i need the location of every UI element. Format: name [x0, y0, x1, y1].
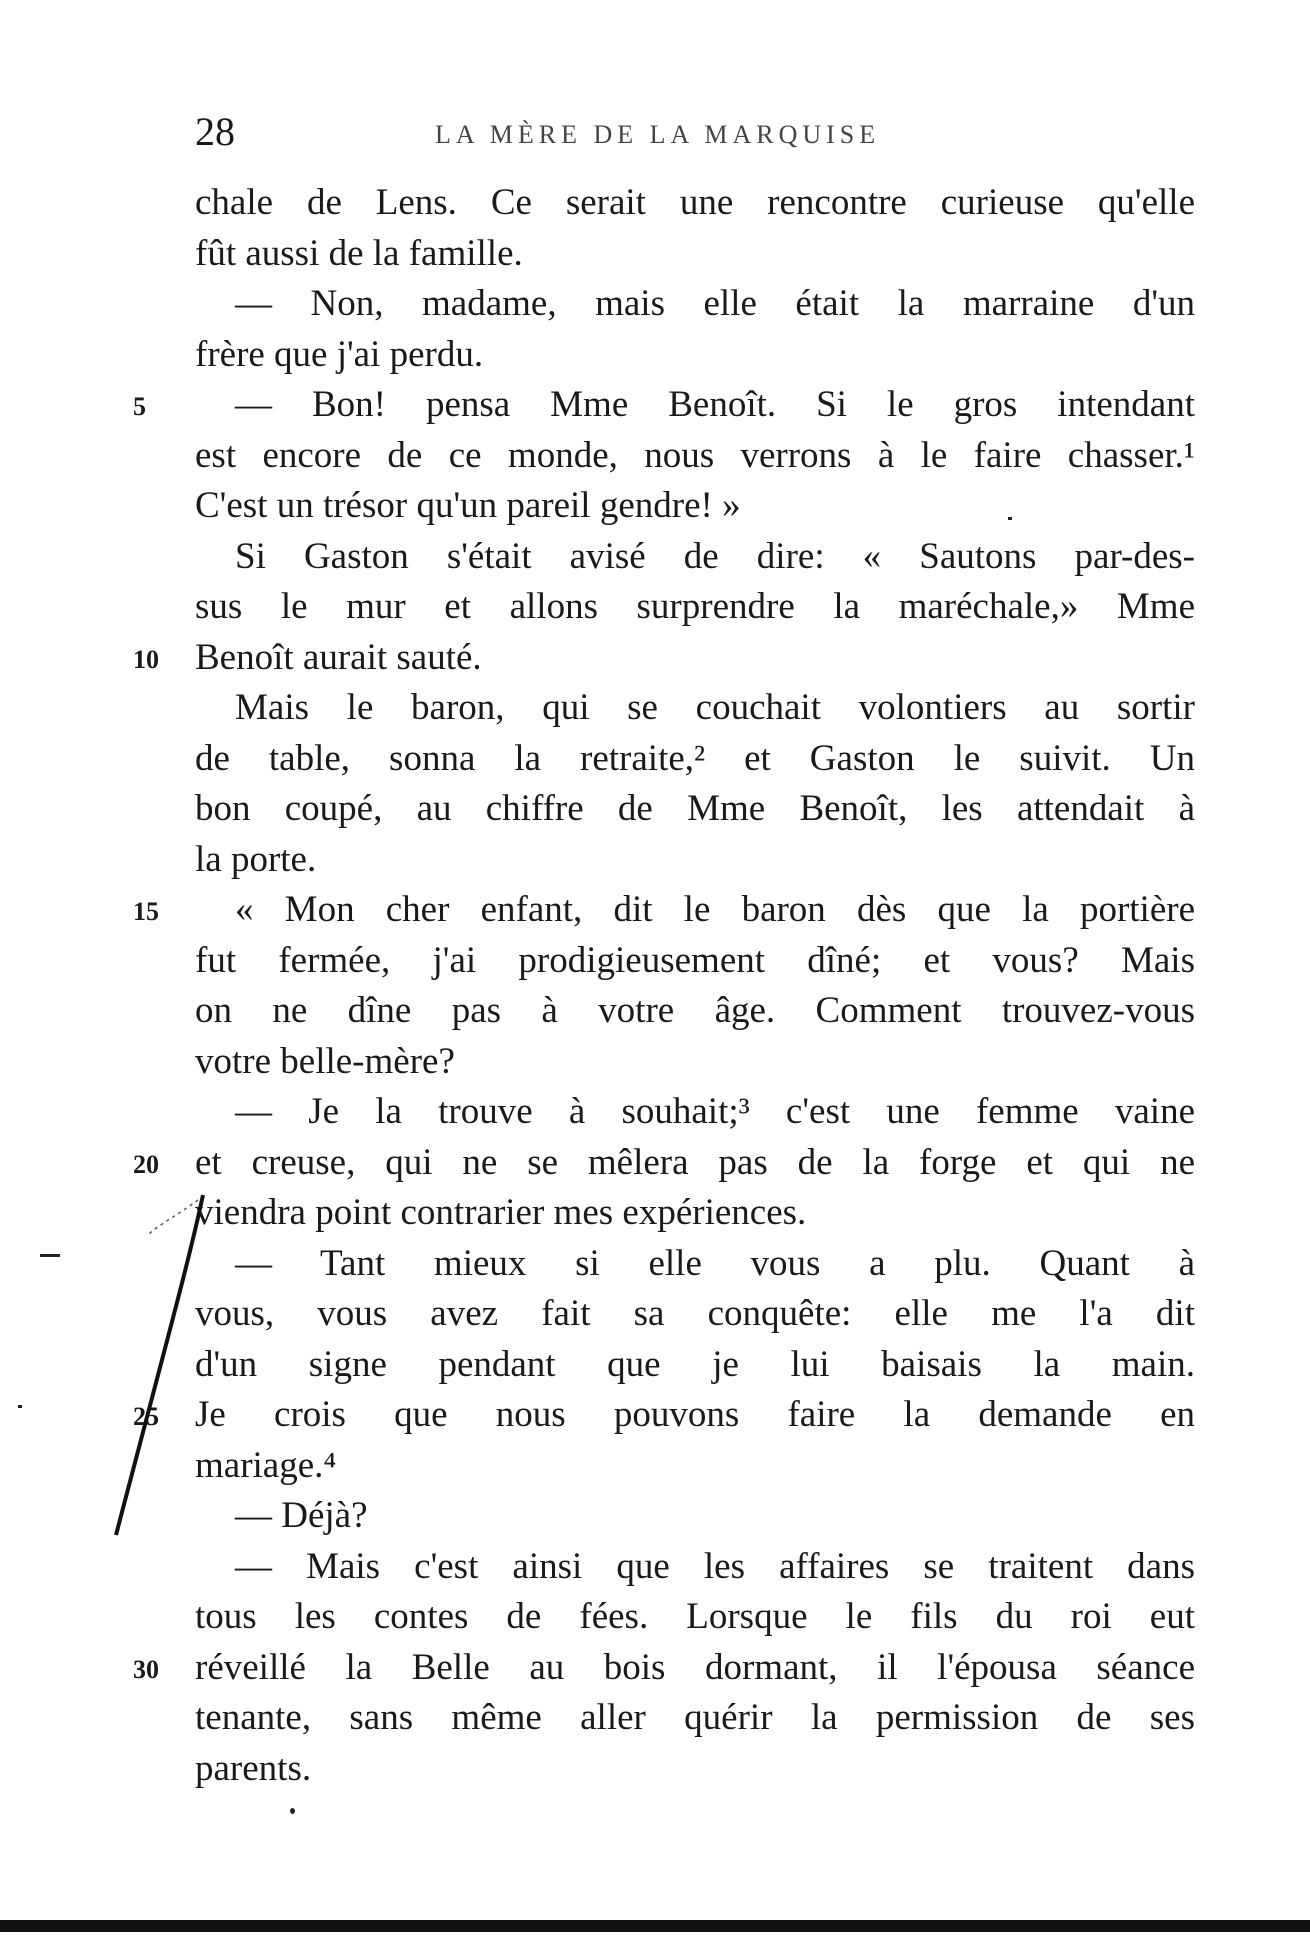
page-header — [195, 108, 1195, 158]
line-number: 10 — [133, 644, 159, 674]
line-text: et creuse, qui ne se mêlera pas de la forge et qui ne — [195, 1141, 1195, 1183]
pencil-margin-mark — [108, 1185, 218, 1545]
text-line — [195, 1239, 1195, 1290]
line-number: 30 — [133, 1654, 159, 1684]
line-text: chale de Lens. Ce serait une rencontre curieuse qu'elle — [195, 182, 1195, 223]
text-line — [195, 532, 1195, 583]
line-text: est encore de ce monde, nous verrons à le faire chasser.¹ — [195, 434, 1195, 476]
text-line — [195, 1087, 1195, 1138]
text-line — [195, 1289, 1195, 1340]
text-line — [195, 431, 1195, 482]
running-title: LA MÈRE DE LA MARQUISE — [435, 120, 881, 149]
text-line — [195, 986, 1195, 1037]
line-text: la porte. — [195, 838, 317, 880]
line-text: de table, sonna la retraite,² et Gaston le suivit. Un — [195, 737, 1195, 779]
line-text: — Mais c'est ainsi que les affaires se traitent dans — [235, 1545, 1195, 1587]
line-text: — Bon! pensa Mme Benoît. Si le gros intendant — [235, 384, 1195, 425]
line-text: — Tant mieux si elle vous a plu. Quant à — [235, 1242, 1195, 1284]
line-number: 25 — [133, 1402, 159, 1431]
text-line — [195, 784, 1195, 835]
text-line — [195, 1542, 1195, 1593]
text-line — [133, 1390, 1195, 1441]
text-line — [195, 1340, 1195, 1391]
text-line — [195, 330, 1195, 381]
text-line — [195, 279, 1195, 330]
line-text: C'est un trésor qu'un pareil gendre! » — [195, 485, 741, 526]
text-line — [195, 1188, 1195, 1239]
line-text: bon coupé, au chiffre de Mme Benoît, les attendait à — [195, 788, 1195, 829]
text-line — [195, 1441, 1195, 1492]
text-line — [195, 683, 1195, 734]
line-text: Mais le baron, qui se couchait volontiers au sortir — [235, 687, 1195, 728]
line-text: on ne dîne pas à votre âge. Comment trouvez-vous — [195, 990, 1195, 1031]
ink-speck — [40, 1254, 60, 1257]
text-line — [195, 1037, 1195, 1088]
text-line — [195, 835, 1195, 886]
line-text: — Déjà? — [235, 1495, 368, 1536]
body-text — [133, 178, 1195, 1794]
line-number: 5 — [133, 392, 146, 421]
ink-speck — [18, 1405, 22, 1408]
line-text: « Mon cher enfant, dit le baron dès que la portière — [235, 889, 1195, 930]
line-text: tenante, sans même aller quérir la permission de ses — [195, 1697, 1195, 1738]
text-line — [133, 1138, 1195, 1189]
line-text: — Je la trouve à souhait;³ c'est une femme vaine — [235, 1091, 1195, 1132]
line-number: 15 — [133, 897, 159, 926]
text-line — [133, 633, 1195, 684]
line-text: Benoît aurait sauté. — [195, 636, 482, 678]
text-line — [195, 734, 1195, 785]
line-text: votre belle-mère? — [195, 1040, 455, 1082]
text-line — [133, 1643, 1195, 1694]
text-line — [133, 885, 1195, 936]
text-line — [195, 1693, 1195, 1744]
text-line — [133, 380, 1195, 431]
text-line — [195, 1744, 1195, 1795]
text-line — [195, 936, 1195, 987]
text-line — [195, 582, 1195, 633]
line-text: fût aussi de la famille. — [195, 232, 523, 274]
ink-speck — [1008, 517, 1012, 520]
line-text: sus le mur et allons surprendre la maréchale,» Mme — [195, 586, 1195, 627]
line-text: vous, vous avez fait sa conquête: elle me l'a dit — [195, 1293, 1195, 1334]
text-line — [195, 1592, 1195, 1643]
text-line — [195, 1491, 1195, 1542]
line-text: Je crois que nous pouvons faire la demande en — [195, 1394, 1195, 1435]
line-text: — Non, madame, mais elle était la marraine d'un — [235, 283, 1195, 324]
text-line — [195, 178, 1195, 229]
line-text: parents. — [195, 1747, 312, 1789]
line-text: tous les contes de fées. Lorsque le fils du roi eut — [195, 1596, 1195, 1637]
line-text: d'un signe pendant que je lui baisais la main. — [195, 1343, 1195, 1385]
line-text: fut fermée, j'ai prodigieusement dîné; et vous? Mais — [195, 939, 1195, 981]
page-number: 28 — [195, 109, 235, 154]
line-number: 20 — [133, 1149, 159, 1179]
text-line — [195, 229, 1195, 280]
line-text: Si Gaston s'était avisé de dire: « Sautons par-des- — [235, 535, 1195, 577]
line-text: réveillé la Belle au bois dormant, il l'épousa séance — [195, 1646, 1195, 1688]
text-line — [195, 481, 1195, 532]
line-text: viendra point contrarier mes expériences. — [195, 1192, 807, 1233]
scan-edge-bar — [0, 1920, 1310, 1932]
ink-speck — [290, 1808, 295, 1814]
line-text: mariage.⁴ — [195, 1444, 337, 1486]
line-text: frère que j'ai perdu. — [195, 333, 484, 375]
